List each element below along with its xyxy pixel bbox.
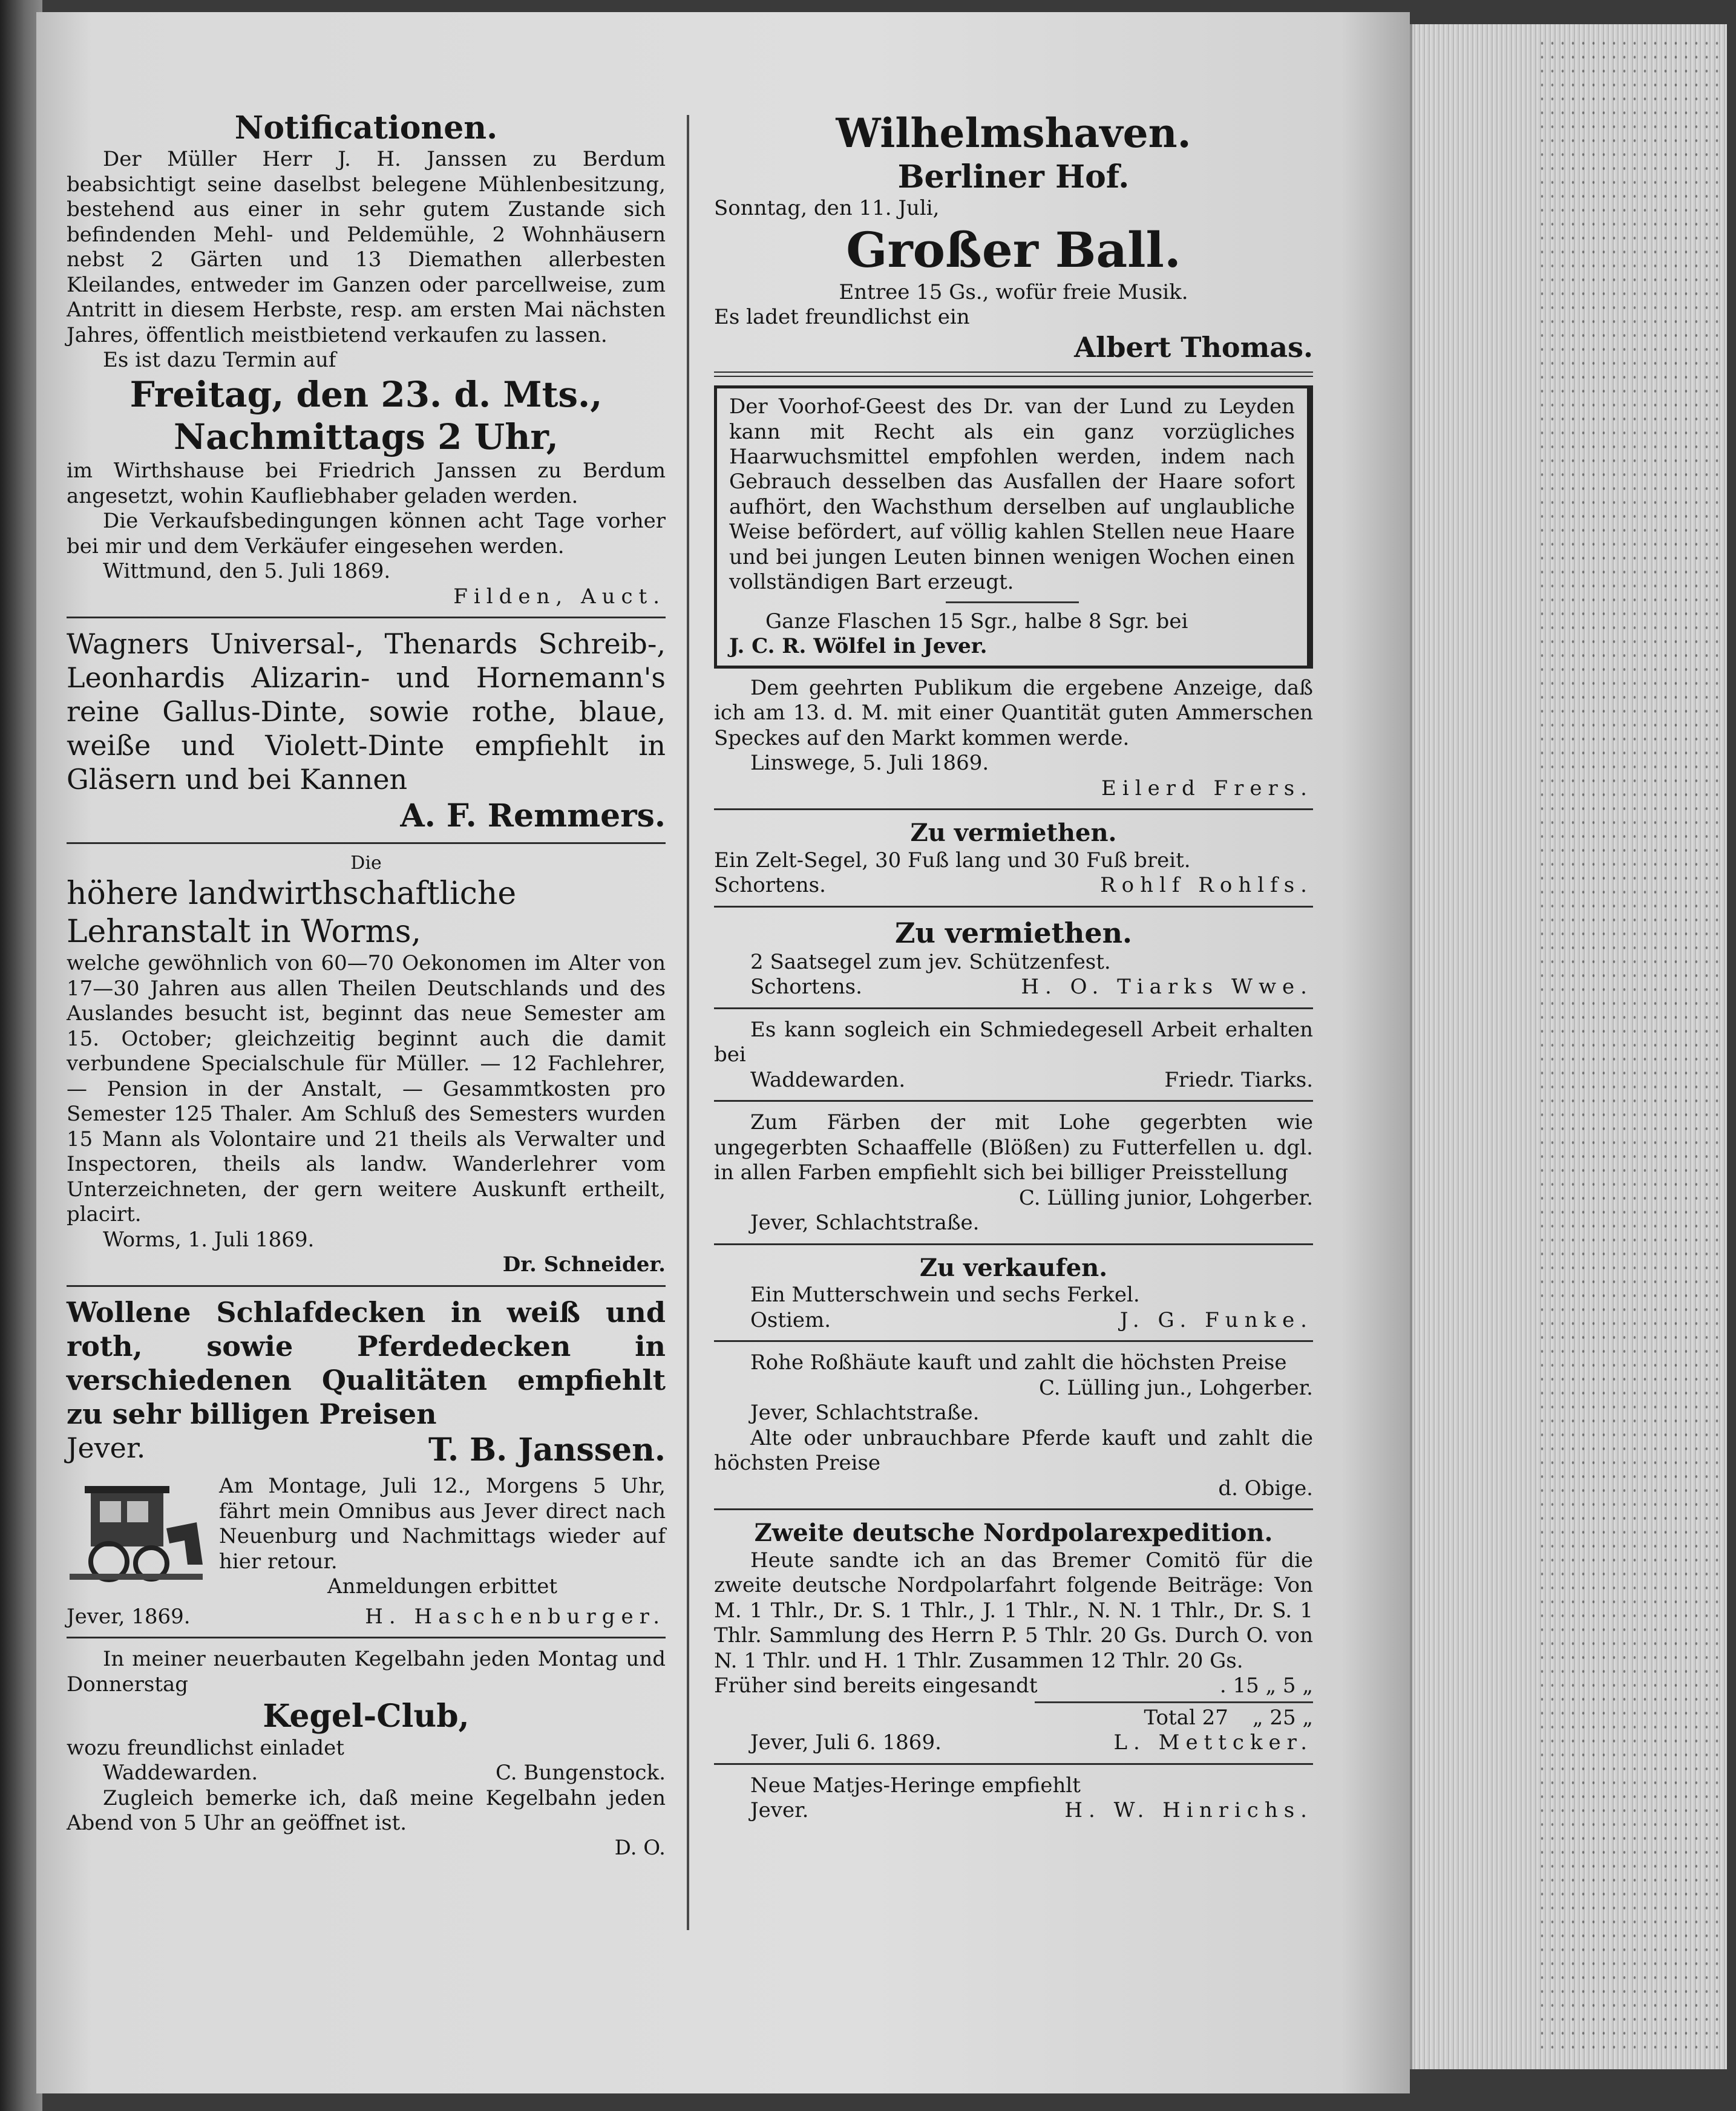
- kegel-extra: Zugleich bemerke ich, daß meine Kegelbahn jeden Abend von 5 Uhr an geöffnet ist.: [67, 1785, 666, 1835]
- ink-signature: A. F. Remmers.: [400, 797, 666, 834]
- school-dateline: Worms, 1. Juli 1869.: [103, 1227, 315, 1252]
- rent-1-body: Ein Zelt-Segel, 30 Fuß lang und 30 Fuß breit.: [714, 848, 1191, 872]
- ball-invite: Es ladet freundlichst ein: [714, 305, 970, 330]
- kegel-intro: In meiner neuerbauten Kegelbahn jeden Montag und Donnerstag: [67, 1647, 666, 1697]
- smith-body: Es kann sogleich ein Schmiedegesell Arbeit erhalten bei: [714, 1017, 1313, 1067]
- notification-dateline: Wittmund, den 5. Juli 1869.: [103, 559, 391, 584]
- hides-body: Rohe Roßhäute kauft und zahlt die höchsten Preise: [750, 1350, 1287, 1375]
- separator: [714, 808, 1313, 810]
- rent-2-title: Zu vermiethen.: [894, 916, 1133, 949]
- notification-body: Der Müller Herr J. H. Janssen zu Berdum beabsichtigt seine daselbst belegene Mühlenbesitzung, bestehend aus einer in sehr gutem Zustande sich befindenden Mehl- und Peldemühle, 2 Wohnhäusern nebst 2 Gärten und 13 Diemathen allerbesten Kleilandes, entweder im Ganzen oder parcellweise, zum Antritt in diesem Herbste, resp. am ersten Mai nächsten Jahres, öffentlich meistbietend verkaufen zu lassen.: [67, 147, 666, 347]
- ball-date: Sonntag, den 11. Juli,: [714, 195, 940, 220]
- kegel-ad: [67, 1647, 666, 1861]
- dye-body: Zum Färben der mit Lohe gegerbten wie ungegerbten Schaaffelle (Blößen) zu Futterfellen u. dgl. in allen Farben empfiehlt sich bei billiger Preisstellung: [714, 1110, 1313, 1185]
- ink-ad: [67, 627, 666, 835]
- sale-body: Ein Mutterschwein und sechs Ferkel.: [750, 1283, 1140, 1308]
- notification-title: Notificationen.: [234, 110, 498, 146]
- school-die: Die: [350, 852, 382, 874]
- ball-city: Wilhelmshaven.: [836, 110, 1191, 157]
- speck-dateline: Linswege, 5. Juli 1869.: [750, 751, 989, 776]
- school-body: welche gewöhnlich von 60—70 Oekonomen im Alter von 17—30 Jahren aus allen Theilen Deutschlands und des Auslandes besucht ist, beginnt das neue Semester am 15. October; gleichzeitig beginnt auch die damit verbundene Specialschule für Müller. — 12 Fachlehrer, — Pension in der Anstalt, — Gesammtkosten pro Semester 125 Thaler. Am Schluß des Semesters wurden 15 Mann als Volontaire und 21 theils als Verwalter und Inspectoren, theils als landw. Wanderlehrer vom Unterzeichneten, der gern weitere Auskunft ertheilt, placirt.: [67, 951, 666, 1227]
- separator: [67, 617, 666, 618]
- hides-body-2: Alte oder unbrauchbare Pferde kauft und zahlt die höchsten Preise: [714, 1425, 1313, 1476]
- rent-ad-1: [714, 819, 1313, 898]
- herring-signature: H. W. Hinrichs.: [1064, 1798, 1313, 1823]
- left-column: [67, 109, 666, 1866]
- notification-termin: Es ist dazu Termin auf: [103, 348, 336, 373]
- school-title: höhere landwirthschaftliche Lehranstalt in Worms,: [67, 875, 517, 950]
- herring-ad: [714, 1773, 1313, 1824]
- blankets-place: Jever.: [67, 1431, 146, 1464]
- notification-signature: Filden, Auct.: [453, 584, 666, 609]
- blankets-signature: T. B. Janssen.: [428, 1431, 666, 1468]
- sum-rule: [1035, 1701, 1313, 1703]
- hair-tonic-ad: [714, 385, 1313, 669]
- polar-ad: [714, 1519, 1313, 1756]
- school-ad: [67, 853, 666, 1278]
- polar-total-amount: „ 25 „: [1252, 1705, 1313, 1730]
- speck-body: Dem geehrten Publikum die ergebene Anzeige, daß ich am 13. d. M. mit einer Quantität guten Ammerschen Speckes auf den Markt kommen werde.: [714, 675, 1313, 750]
- rent-1-place: Schortens.: [714, 873, 826, 898]
- smith-signature: Friedr. Tiarks.: [1164, 1067, 1313, 1092]
- notification-date: Freitag, den 23. d. Mts.,: [129, 373, 603, 415]
- separator: [714, 1100, 1313, 1102]
- hides-place: Jever, Schlachtstraße.: [750, 1401, 980, 1425]
- dye-ad: [714, 1110, 1313, 1236]
- hides-ad: [714, 1350, 1313, 1501]
- separator: [714, 1340, 1313, 1342]
- ink-text: Wagners Universal-, Thenards Schreib-, Leonhardis Alizarin- und Hornemann's reine Gallus-Dinte, sowie rothe, blaue, weiße und Violett-Dinte empfiehlt in Gläsern und bei Kannen: [67, 627, 666, 796]
- sale-signature: J. G. Funke.: [1119, 1308, 1313, 1332]
- column-divider: [687, 115, 689, 1930]
- omnibus-ad: [67, 1474, 666, 1599]
- right-column: [714, 109, 1313, 1828]
- kegel-signature-2: D. O.: [614, 1836, 666, 1861]
- ball-title: Großer Ball.: [846, 221, 1181, 279]
- smith-ad: [714, 1018, 1313, 1093]
- omnibus-place: Jever, 1869.: [67, 1604, 191, 1629]
- hair-tonic-price: Ganze Flaschen 15 Sgr., halbe 8 Sgr. bei: [765, 609, 1188, 633]
- polar-dateline: Jever, Juli 6. 1869.: [750, 1730, 942, 1755]
- rent-2-place: Schortens.: [750, 975, 862, 1000]
- smith-place: Waddewarden.: [750, 1067, 906, 1092]
- hair-tonic-seller: J. C. R. Wölfel in Jever.: [729, 634, 988, 659]
- kegel-place: Waddewarden.: [103, 1761, 258, 1785]
- blankets-ad: [67, 1295, 666, 1470]
- blankets-text: Wollene Schlafdecken in weiß und roth, sowie Pferdedecken in verschiedenen Qualitäten empfiehlt zu sehr billigen Preisen: [67, 1295, 666, 1430]
- school-signature: Dr. Schneider.: [502, 1252, 666, 1277]
- notification-time: Nachmittags 2 Uhr,: [174, 416, 558, 458]
- separator: [714, 1243, 1313, 1245]
- hair-tonic-body: Der Voorhof-Geest des Dr. van der Lund zu Leyden kann mit Recht als ein ganz vorzügliches Haarwuchsmittel empfohlen werden, indem nach Gebrauch desselben das Ausfallen der Haare sofort aufhört, den Wachsthum derselben auf unglaubliche Weise befördert, auf völlig kahlen Stellen neue Haare und bei jungen Leuten binnen wenigen Wochen einen vollständigen Bart erzeugt.: [729, 394, 1295, 595]
- separator: [67, 1285, 666, 1287]
- separator: [67, 842, 666, 844]
- kegel-invite: wozu freundlichst einladet: [67, 1735, 344, 1760]
- kegel-title: Kegel-Club,: [263, 1698, 470, 1735]
- ball-entree: Entree 15 Gs., wofür freie Musik.: [839, 280, 1188, 305]
- polar-earlier-amount: . 15 „ 5 „: [1219, 1674, 1313, 1698]
- omnibus-signature: H. Haschenburger.: [365, 1604, 666, 1629]
- kegel-signature: C. Bungenstock.: [495, 1761, 666, 1785]
- sale-title: Zu verkaufen.: [919, 1253, 1108, 1282]
- stagecoach-illustration: [67, 1474, 206, 1589]
- separator: [714, 906, 1313, 908]
- separator: [714, 1508, 1313, 1510]
- polar-body: Heute sandte ich an das Bremer Comitö für die zweite deutsche Nordpolarfahrt folgende Beiträge: Von M. 1 Thlr., Dr. S. 1 Thlr., J. 1 Thlr., N. N. 1 Thlr., Dr. S. 1 Thlr. Sammlung des Herrn P. 5 Thlr. 20 Gs. Durch O. von N. 1 Thlr. und H. 1 Thlr. Zusammen 12 Thlr. 20 Gs.: [714, 1548, 1313, 1673]
- ball-signature: Albert Thomas.: [1074, 330, 1313, 364]
- rent-2-body: 2 Saatsegel zum jev. Schützenfest.: [750, 949, 1111, 974]
- sale-ad: [714, 1254, 1313, 1334]
- separator: [67, 1637, 666, 1638]
- ball-ad: [714, 109, 1313, 364]
- omnibus-anmeldung: Anmeldungen erbittet: [327, 1574, 557, 1599]
- polar-signature: L. Mettcker.: [1113, 1730, 1313, 1755]
- speck-ad: [714, 676, 1313, 801]
- polar-title: Zweite deutsche Nordpolarexpedition.: [754, 1519, 1273, 1548]
- notification-place: im Wirthshause bei Friedrich Janssen zu Berdum angesetzt, wohin Kaufliebhaber geladen werden.: [67, 459, 666, 508]
- herring-place: Jever.: [750, 1798, 809, 1823]
- short-rule: [946, 601, 1079, 603]
- separator: [714, 371, 1313, 377]
- hides-signature: C. Lülling jun., Lohgerber.: [1038, 1375, 1313, 1400]
- rent-1-title: Zu vermiethen.: [910, 819, 1117, 848]
- polar-earlier-label: Früher sind bereits eingesandt: [714, 1674, 1038, 1698]
- separator: [714, 1007, 1313, 1009]
- rent-1-signature: Rohlf Rohlfs.: [1100, 873, 1313, 898]
- page-edge-speckle: [1537, 36, 1718, 2057]
- herring-body: Neue Matjes-Heringe empfiehlt: [750, 1773, 1081, 1798]
- notification-ad: [67, 109, 666, 609]
- sale-place: Ostiem.: [750, 1308, 831, 1332]
- dye-signature: C. Lülling junior, Lohgerber.: [1018, 1185, 1313, 1210]
- rent-ad-2: [714, 916, 1313, 1000]
- polar-total-label: Total 27: [1144, 1705, 1228, 1730]
- ball-venue: Berliner Hof.: [897, 158, 1130, 195]
- speck-signature: Eilerd Frers.: [1101, 776, 1313, 800]
- hides-signature-2: d. Obige.: [1218, 1476, 1313, 1501]
- rent-2-signature: H. O. Tiarks Wwe.: [1021, 975, 1313, 1000]
- notification-conditions: Die Verkaufsbedingungen können acht Tage vorher bei mir und dem Verkäufer eingesehen werden.: [67, 509, 666, 558]
- dye-place: Jever, Schlachtstraße.: [750, 1211, 980, 1236]
- omnibus-text: Am Montage, Juli 12., Morgens 5 Uhr, fährt mein Omnibus aus Jever direct nach Neuenburg und Nachmittags wieder auf hier retour.: [219, 1474, 666, 1574]
- separator: [714, 1763, 1313, 1765]
